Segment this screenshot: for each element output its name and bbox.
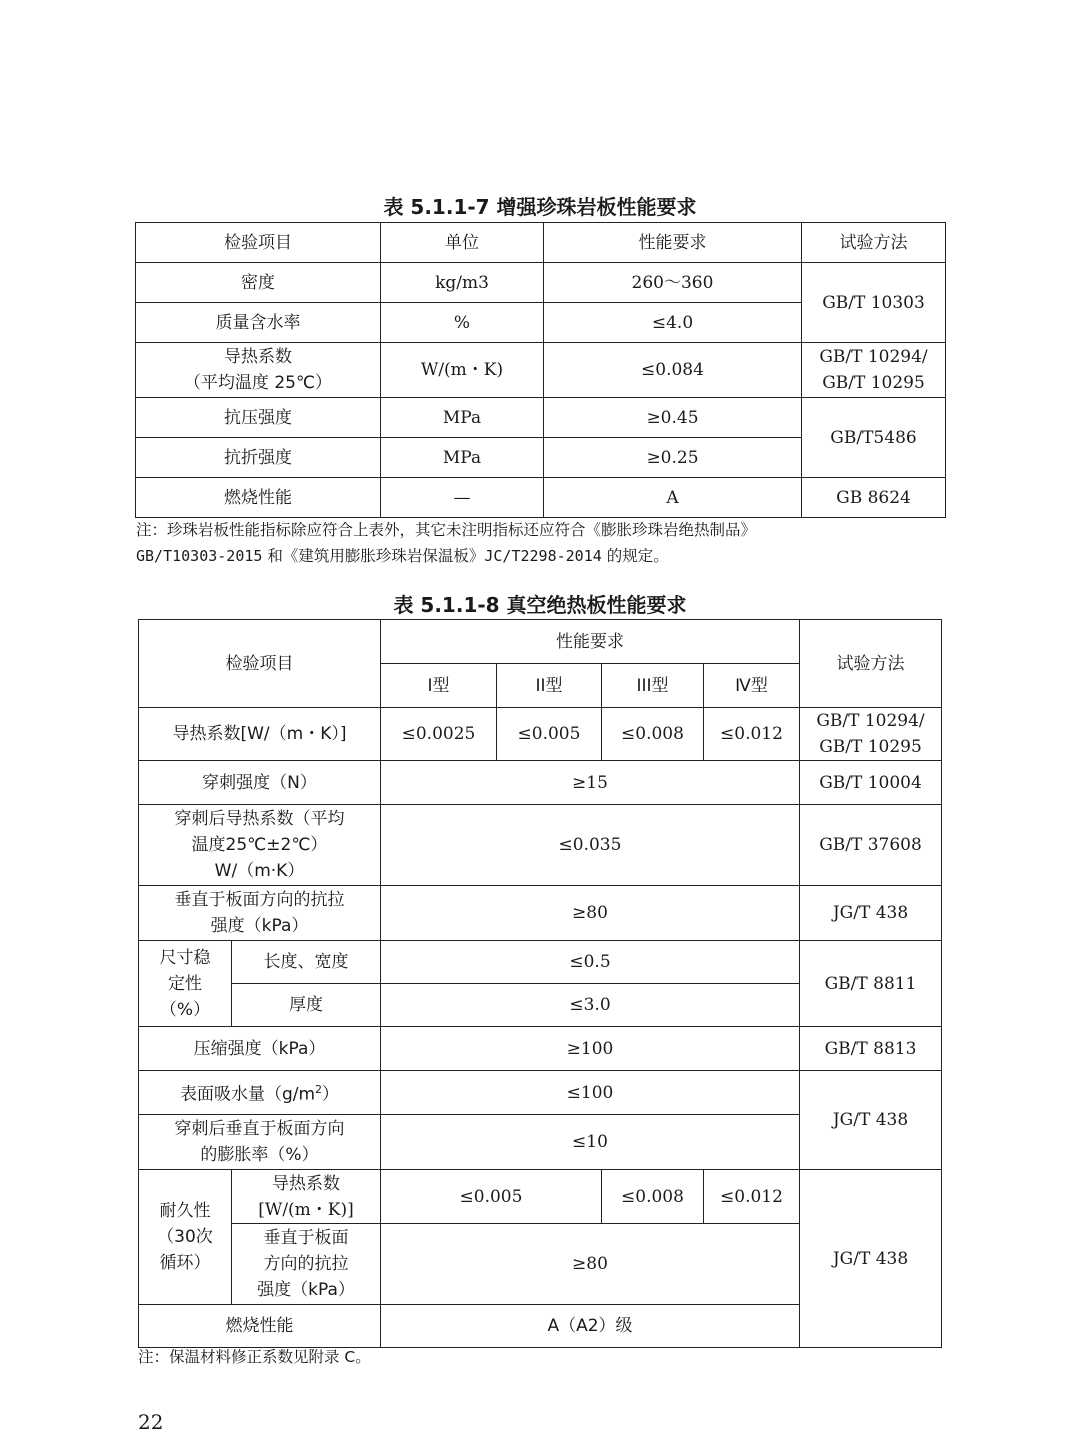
value-cell: ≥80	[381, 886, 800, 941]
value-cell: ≤0.012	[704, 708, 800, 761]
item-cell: 压缩强度（kPa）	[139, 1027, 381, 1071]
requirement-cell: ≤0.084	[544, 343, 802, 398]
table-row	[139, 1170, 942, 1224]
item-cell: 抗压强度	[136, 398, 381, 438]
type-header: Ⅳ型	[704, 664, 800, 708]
sub-item-cell	[232, 1170, 381, 1224]
table-row	[139, 708, 942, 761]
method-cell: GB/T 8811	[800, 941, 942, 1027]
requirement-cell: ≥0.25	[544, 438, 802, 478]
vacuum-insulation-panel-table	[138, 619, 942, 1348]
header-cell: 试验方法	[800, 620, 942, 708]
sub-item-cell: 长度、宽度	[232, 941, 381, 984]
method-cell: JG/T 438	[800, 886, 942, 941]
unit-cell: %	[381, 303, 544, 343]
item-text: 表面吸水量（g/m	[179, 1084, 316, 1105]
table-row	[136, 263, 946, 303]
value-cell: ≥80	[381, 1224, 800, 1305]
perlite-board-table	[135, 222, 946, 518]
item-line: 垂直于板面方向的抗拉	[174, 890, 345, 910]
sub-item-cell: 厚度	[232, 984, 381, 1027]
method-line: GB/T 10295	[819, 737, 922, 757]
unit-cell: MPa	[381, 398, 544, 438]
value-cell: ≤0.035	[381, 805, 800, 886]
type-header: III型	[602, 664, 704, 708]
table-header-row	[139, 620, 942, 664]
requirement-cell: ≥0.45	[544, 398, 802, 438]
item-line: （平均温度 25℃）	[183, 373, 333, 393]
item-line: 温度25℃±2℃）	[191, 835, 328, 855]
table-header-row	[136, 223, 946, 263]
method-cell: GB/T5486	[802, 398, 946, 478]
value-cell: ≤0.005	[497, 708, 602, 761]
standard-code: JC/T2298-2014	[484, 547, 602, 565]
item-line: （30次	[157, 1227, 213, 1247]
item-cell: 穿刺强度（N）	[139, 761, 381, 805]
table-row	[139, 805, 942, 886]
requirement-cell: A	[544, 478, 802, 518]
item-line: （%）	[159, 999, 211, 1020]
value-cell: ≤0.008	[602, 1170, 704, 1224]
requirement-cell: ≤4.0	[544, 303, 802, 343]
item-line: 循环）	[159, 1253, 211, 1273]
note-line: 注：珍珠岩板性能指标除应符合上表外，其它未注明指标还应符合《膨胀珍珠岩绝热制品》	[136, 521, 757, 539]
item-line: 尺寸稳	[159, 947, 211, 968]
item-line: 强度（kPa）	[257, 1280, 355, 1300]
table-row	[139, 941, 942, 984]
item-cell	[139, 1115, 381, 1170]
value-cell: ≤0.0025	[381, 708, 497, 761]
item-text: ）	[322, 1084, 340, 1105]
table-row	[139, 761, 942, 805]
sub-item-cell	[232, 1224, 381, 1305]
value-cell: ≤0.5	[381, 941, 800, 984]
table-row	[136, 343, 946, 398]
item-line: 耐久性	[159, 1201, 211, 1221]
item-cell: 燃烧性能	[139, 1305, 381, 1348]
item-line: 导热系数	[224, 347, 292, 367]
item-line: 定性	[168, 973, 202, 994]
item-cell: 导热系数[W/（m・K）]	[139, 708, 381, 761]
item-cell	[139, 1071, 381, 1115]
header-cell: 检验项目	[139, 620, 381, 708]
table-row	[136, 478, 946, 518]
type-header: I型	[381, 664, 497, 708]
note-line	[136, 543, 956, 569]
item-cell: 抗折强度	[136, 438, 381, 478]
header-cell: 试验方法	[802, 223, 946, 263]
header-cell: 检验项目	[136, 223, 381, 263]
item-cell	[136, 343, 381, 398]
value-cell: ≤0.005	[381, 1170, 602, 1224]
method-cell: GB/T 10303	[802, 263, 946, 343]
method-cell: GB 8624	[802, 478, 946, 518]
standard-code: GB/T10303-2015	[136, 547, 263, 565]
note-text: 和《建筑用膨胀珍珠岩保温板》	[262, 547, 485, 565]
requirement-cell: 260～360	[544, 263, 802, 303]
item-line: 穿刺后垂直于板面方向	[174, 1119, 345, 1139]
item-cell	[139, 805, 381, 886]
table2-note: 注：保温材料修正系数见附录 C。	[138, 1348, 371, 1366]
item-cell: 密度	[136, 263, 381, 303]
table2-caption: 表 5.1.1-8 真空绝热板性能要求	[393, 593, 687, 617]
table-row	[136, 398, 946, 438]
value-cell: ≤3.0	[381, 984, 800, 1027]
method-cell: JG/T 438	[800, 1071, 942, 1170]
method-cell	[800, 708, 942, 761]
item-line: W/（m·K）	[214, 861, 305, 881]
method-line: GB/T 10294/	[819, 347, 928, 367]
table1-caption: 表 5.1.1-7 增强珍珠岩板性能要求	[383, 195, 697, 219]
method-cell: GB/T 10004	[800, 761, 942, 805]
method-line: GB/T 10294/	[816, 711, 925, 731]
item-cell: 燃烧性能	[136, 478, 381, 518]
unit-cell: —	[381, 478, 544, 518]
table1-note	[136, 517, 956, 569]
item-line: 强度（kPa）	[210, 916, 309, 936]
header-cell: 单位	[381, 223, 544, 263]
item-line: 的膨胀率（%）	[200, 1145, 319, 1165]
value-cell: ≤0.008	[602, 708, 704, 761]
table-row	[139, 886, 942, 941]
value-cell: ≤0.012	[704, 1170, 800, 1224]
value-cell: ≤100	[381, 1071, 800, 1115]
item-line: [W/(m・K)]	[258, 1199, 354, 1220]
unit-cell: kg/m3	[381, 263, 544, 303]
method-cell: JG/T 438	[800, 1170, 942, 1348]
method-cell: GB/T 8813	[800, 1027, 942, 1071]
item-line: 穿刺后导热系数（平均	[174, 809, 345, 829]
group-cell	[139, 1170, 232, 1305]
unit-cell: W/(m・K)	[381, 343, 544, 398]
group-cell	[139, 941, 232, 1027]
method-line: GB/T 10295	[822, 373, 925, 393]
method-cell: GB/T 37608	[800, 805, 942, 886]
item-line: 垂直于板面	[263, 1228, 349, 1248]
type-header: II型	[497, 664, 602, 708]
value-cell: ≥15	[381, 761, 800, 805]
header-cell: 性能要求	[381, 620, 800, 664]
note-text: 的规定。	[601, 547, 669, 565]
superscript: 2	[315, 1083, 323, 1097]
table-row	[139, 1071, 942, 1115]
page-number: 22	[138, 1410, 164, 1434]
item-line: 方向的抗拉	[263, 1254, 349, 1274]
method-cell	[802, 343, 946, 398]
unit-cell: MPa	[381, 438, 544, 478]
value-cell: ≥100	[381, 1027, 800, 1071]
item-line: 导热系数	[272, 1173, 340, 1194]
value-cell: A（A2）级	[381, 1305, 800, 1348]
value-cell: ≤10	[381, 1115, 800, 1170]
item-cell: 质量含水率	[136, 303, 381, 343]
item-cell	[139, 886, 381, 941]
table-row	[139, 1027, 942, 1071]
header-cell: 性能要求	[544, 223, 802, 263]
